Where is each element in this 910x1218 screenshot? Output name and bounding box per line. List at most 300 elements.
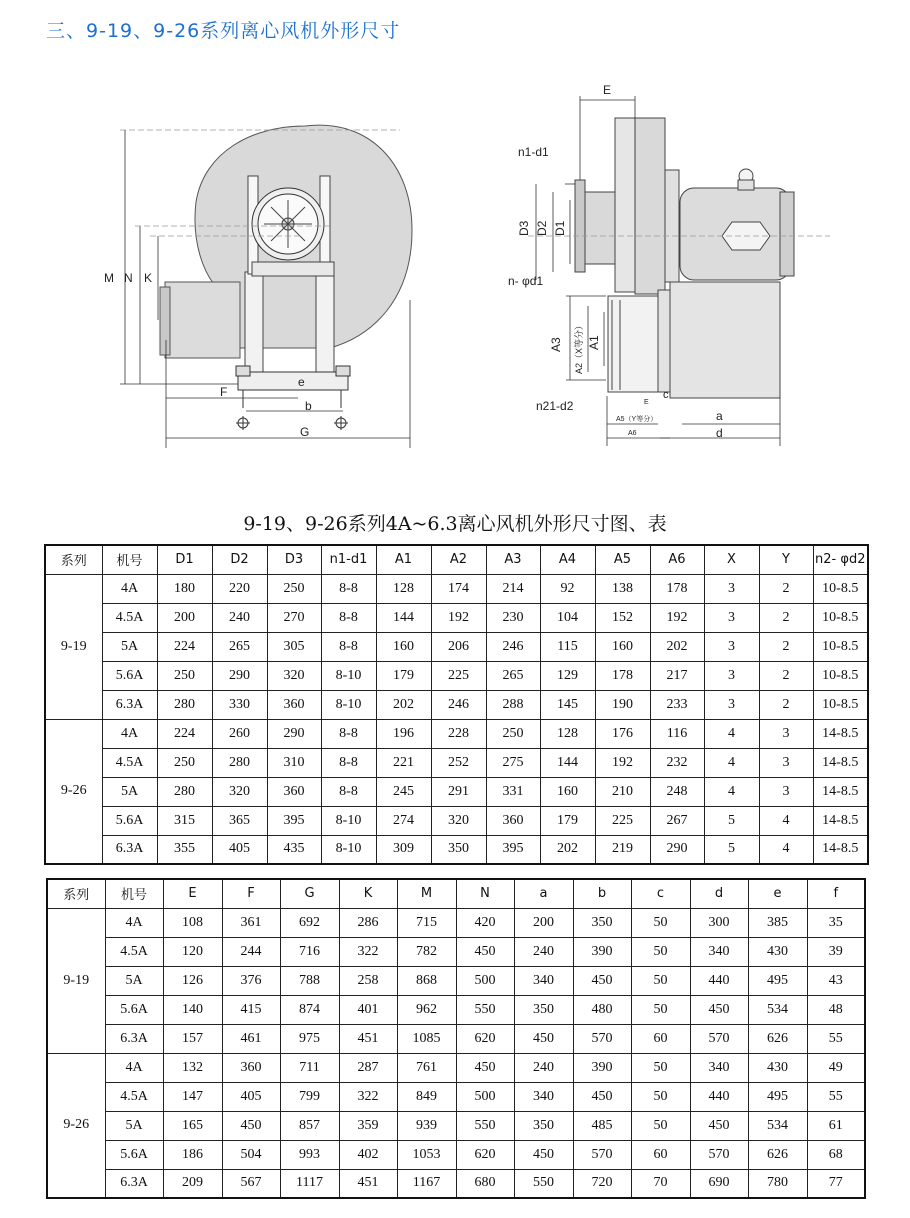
value-cell: 288	[486, 690, 540, 719]
value-cell: 280	[157, 777, 212, 806]
value-cell: 246	[486, 632, 540, 661]
model-cell: 4.5A	[102, 748, 157, 777]
value-cell: 206	[431, 632, 486, 661]
series-cell: 9-19	[47, 908, 105, 1053]
value-cell: 233	[650, 690, 704, 719]
value-cell: 962	[397, 995, 456, 1024]
value-cell: 402	[339, 1140, 397, 1169]
column-header: A6	[650, 545, 704, 574]
label-a: a	[716, 409, 723, 423]
value-cell: 225	[595, 806, 650, 835]
value-cell: 60	[631, 1140, 690, 1169]
column-header: 系列	[47, 879, 105, 908]
model-cell: 6.3A	[102, 835, 157, 864]
value-cell: 320	[267, 661, 321, 690]
model-cell: 4.5A	[102, 603, 157, 632]
page-heading: 三、9-19、9-26系列离心风机外形尺寸	[46, 20, 401, 42]
column-header: E	[163, 879, 222, 908]
value-cell: 192	[650, 603, 704, 632]
value-cell: 570	[690, 1024, 748, 1053]
column-header: A3	[486, 545, 540, 574]
model-cell: 5A	[102, 632, 157, 661]
table-row	[47, 1140, 865, 1169]
value-cell: 287	[339, 1053, 397, 1082]
value-cell: 690	[690, 1169, 748, 1198]
value-cell: 8-10	[321, 661, 376, 690]
model-cell: 6.3A	[102, 690, 157, 719]
value-cell: 550	[456, 1111, 514, 1140]
value-cell: 252	[431, 748, 486, 777]
table-row	[47, 1169, 865, 1198]
column-header: a	[514, 879, 573, 908]
column-header: M	[397, 879, 456, 908]
value-cell: 50	[631, 1111, 690, 1140]
column-header: A4	[540, 545, 595, 574]
value-cell: 202	[540, 835, 595, 864]
table-row	[45, 777, 868, 806]
value-cell: 55	[807, 1082, 865, 1111]
value-cell: 788	[280, 966, 339, 995]
table-row	[45, 690, 868, 719]
value-cell: 495	[748, 1082, 807, 1111]
value-cell: 550	[514, 1169, 573, 1198]
value-cell: 104	[540, 603, 595, 632]
value-cell: 221	[376, 748, 431, 777]
value-cell: 5	[704, 835, 759, 864]
value-cell: 180	[157, 574, 212, 603]
value-cell: 4	[759, 835, 813, 864]
value-cell: 68	[807, 1140, 865, 1169]
value-cell: 3	[704, 661, 759, 690]
label-A1: A1	[587, 335, 601, 350]
label-A6: A6	[628, 430, 637, 437]
value-cell: 10-8.5	[813, 603, 868, 632]
value-cell: 160	[376, 632, 431, 661]
column-header: c	[631, 879, 690, 908]
value-cell: 868	[397, 966, 456, 995]
value-cell: 92	[540, 574, 595, 603]
table-row	[45, 632, 868, 661]
value-cell: 224	[157, 719, 212, 748]
value-cell: 450	[573, 1082, 631, 1111]
value-cell: 711	[280, 1053, 339, 1082]
value-cell: 55	[807, 1024, 865, 1053]
value-cell: 128	[376, 574, 431, 603]
value-cell: 310	[267, 748, 321, 777]
value-cell: 495	[748, 966, 807, 995]
value-cell: 10-8.5	[813, 661, 868, 690]
value-cell: 1117	[280, 1169, 339, 1198]
value-cell: 440	[690, 1082, 748, 1111]
label-d: d	[716, 426, 723, 440]
value-cell: 8-8	[321, 603, 376, 632]
value-cell: 4	[704, 748, 759, 777]
value-cell: 244	[222, 937, 280, 966]
value-cell: 361	[222, 908, 280, 937]
column-header: F	[222, 879, 280, 908]
value-cell: 230	[486, 603, 540, 632]
value-cell: 350	[514, 1111, 573, 1140]
value-cell: 620	[456, 1140, 514, 1169]
label-E: E	[603, 83, 612, 97]
value-cell: 322	[339, 937, 397, 966]
column-header: A1	[376, 545, 431, 574]
value-cell: 217	[650, 661, 704, 690]
value-cell: 224	[157, 632, 212, 661]
value-cell: 250	[267, 574, 321, 603]
value-cell: 280	[212, 748, 267, 777]
value-cell: 144	[540, 748, 595, 777]
value-cell: 320	[431, 806, 486, 835]
value-cell: 322	[339, 1082, 397, 1111]
value-cell: 178	[595, 661, 650, 690]
model-cell: 4.5A	[105, 1082, 163, 1111]
value-cell: 35	[807, 908, 865, 937]
value-cell: 340	[690, 937, 748, 966]
value-cell: 200	[157, 603, 212, 632]
label-D3: D3	[517, 220, 531, 236]
value-cell: 245	[376, 777, 431, 806]
value-cell: 128	[540, 719, 595, 748]
value-cell: 350	[514, 995, 573, 1024]
value-cell: 5	[704, 806, 759, 835]
value-cell: 3	[759, 748, 813, 777]
label-b: b	[305, 399, 312, 413]
value-cell: 50	[631, 908, 690, 937]
label-K: K	[144, 271, 153, 285]
value-cell: 2	[759, 632, 813, 661]
table-row	[47, 1082, 865, 1111]
value-cell: 720	[573, 1169, 631, 1198]
column-header: n2- φd2	[813, 545, 868, 574]
value-cell: 220	[212, 574, 267, 603]
value-cell: 290	[650, 835, 704, 864]
value-cell: 3	[704, 690, 759, 719]
value-cell: 3	[704, 632, 759, 661]
value-cell: 390	[573, 937, 631, 966]
value-cell: 8-8	[321, 777, 376, 806]
value-cell: 1085	[397, 1024, 456, 1053]
model-cell: 5.6A	[105, 995, 163, 1024]
value-cell: 10-8.5	[813, 690, 868, 719]
value-cell: 140	[163, 995, 222, 1024]
value-cell: 8-8	[321, 632, 376, 661]
label-n1-d1: n1-d1	[518, 145, 549, 159]
value-cell: 14-8.5	[813, 777, 868, 806]
table-row	[45, 719, 868, 748]
value-cell: 160	[540, 777, 595, 806]
value-cell: 275	[486, 748, 540, 777]
label-A3: A3	[549, 337, 563, 352]
value-cell: 450	[514, 1140, 573, 1169]
value-cell: 152	[595, 603, 650, 632]
value-cell: 176	[595, 719, 650, 748]
value-cell: 147	[163, 1082, 222, 1111]
value-cell: 395	[486, 835, 540, 864]
column-header: N	[456, 879, 514, 908]
value-cell: 190	[595, 690, 650, 719]
value-cell: 214	[486, 574, 540, 603]
value-cell: 145	[540, 690, 595, 719]
value-cell: 450	[573, 966, 631, 995]
value-cell: 500	[456, 1082, 514, 1111]
value-cell: 116	[650, 719, 704, 748]
value-cell: 331	[486, 777, 540, 806]
model-cell: 4A	[102, 574, 157, 603]
column-header: Y	[759, 545, 813, 574]
table-header-row	[47, 879, 865, 908]
value-cell: 485	[573, 1111, 631, 1140]
value-cell: 290	[212, 661, 267, 690]
label-D1: D1	[553, 220, 567, 236]
value-cell: 450	[514, 1024, 573, 1053]
value-cell: 50	[631, 1082, 690, 1111]
value-cell: 270	[267, 603, 321, 632]
table-row	[47, 937, 865, 966]
table-row	[47, 1053, 865, 1082]
column-header: f	[807, 879, 865, 908]
value-cell: 626	[748, 1140, 807, 1169]
value-cell: 3	[704, 574, 759, 603]
value-cell: 480	[573, 995, 631, 1024]
value-cell: 157	[163, 1024, 222, 1053]
value-cell: 874	[280, 995, 339, 1024]
value-cell: 174	[431, 574, 486, 603]
value-cell: 240	[514, 1053, 573, 1082]
value-cell: 240	[514, 937, 573, 966]
value-cell: 232	[650, 748, 704, 777]
value-cell: 14-8.5	[813, 835, 868, 864]
model-cell: 5.6A	[105, 1140, 163, 1169]
value-cell: 50	[631, 1053, 690, 1082]
value-cell: 3	[759, 719, 813, 748]
value-cell: 286	[339, 908, 397, 937]
value-cell: 504	[222, 1140, 280, 1169]
value-cell: 8-8	[321, 574, 376, 603]
model-cell: 6.3A	[105, 1024, 163, 1053]
table-row	[45, 661, 868, 690]
value-cell: 219	[595, 835, 650, 864]
value-cell: 186	[163, 1140, 222, 1169]
value-cell: 115	[540, 632, 595, 661]
table-row	[47, 995, 865, 1024]
value-cell: 309	[376, 835, 431, 864]
value-cell: 360	[222, 1053, 280, 1082]
value-cell: 290	[267, 719, 321, 748]
column-header: D2	[212, 545, 267, 574]
value-cell: 780	[748, 1169, 807, 1198]
value-cell: 248	[650, 777, 704, 806]
value-cell: 260	[212, 719, 267, 748]
value-cell: 265	[212, 632, 267, 661]
value-cell: 430	[748, 937, 807, 966]
value-cell: 385	[748, 908, 807, 937]
value-cell: 246	[431, 690, 486, 719]
value-cell: 3	[759, 777, 813, 806]
value-cell: 49	[807, 1053, 865, 1082]
value-cell: 192	[431, 603, 486, 632]
model-cell: 4A	[102, 719, 157, 748]
value-cell: 761	[397, 1053, 456, 1082]
value-cell: 567	[222, 1169, 280, 1198]
value-cell: 330	[212, 690, 267, 719]
label-N: N	[124, 271, 133, 285]
value-cell: 534	[748, 995, 807, 1024]
value-cell: 300	[690, 908, 748, 937]
value-cell: 274	[376, 806, 431, 835]
value-cell: 10-8.5	[813, 632, 868, 661]
label-e: e	[298, 375, 305, 389]
label-n-phid1: n- φd1	[508, 274, 544, 288]
value-cell: 4	[759, 806, 813, 835]
value-cell: 2	[759, 690, 813, 719]
column-header: K	[339, 879, 397, 908]
table-row	[45, 806, 868, 835]
value-cell: 1167	[397, 1169, 456, 1198]
dimension-table-2	[46, 878, 866, 1199]
column-header: 机号	[105, 879, 163, 908]
column-header: 系列	[45, 545, 102, 574]
value-cell: 225	[431, 661, 486, 690]
dimension-table-1	[44, 544, 869, 865]
model-cell: 5A	[105, 966, 163, 995]
value-cell: 359	[339, 1111, 397, 1140]
column-header: n1-d1	[321, 545, 376, 574]
value-cell: 849	[397, 1082, 456, 1111]
front-view-drawing	[575, 118, 794, 398]
value-cell: 534	[748, 1111, 807, 1140]
value-cell: 376	[222, 966, 280, 995]
value-cell: 144	[376, 603, 431, 632]
value-cell: 202	[376, 690, 431, 719]
value-cell: 209	[163, 1169, 222, 1198]
value-cell: 340	[690, 1053, 748, 1082]
value-cell: 570	[690, 1140, 748, 1169]
table-row	[45, 603, 868, 632]
value-cell: 192	[595, 748, 650, 777]
value-cell: 450	[456, 1053, 514, 1082]
value-cell: 8-10	[321, 690, 376, 719]
column-header: D1	[157, 545, 212, 574]
label-n21-d2: n21-d2	[536, 399, 574, 413]
table-header-row	[45, 545, 868, 574]
value-cell: 401	[339, 995, 397, 1024]
label-A2: A2（X等分）	[574, 320, 584, 374]
value-cell: 77	[807, 1169, 865, 1198]
value-cell: 305	[267, 632, 321, 661]
value-cell: 3	[704, 603, 759, 632]
value-cell: 430	[748, 1053, 807, 1082]
table-row	[45, 835, 868, 864]
value-cell: 61	[807, 1111, 865, 1140]
value-cell: 132	[163, 1053, 222, 1082]
value-cell: 450	[456, 937, 514, 966]
value-cell: 291	[431, 777, 486, 806]
value-cell: 10-8.5	[813, 574, 868, 603]
series-cell: 9-26	[45, 719, 102, 864]
value-cell: 451	[339, 1169, 397, 1198]
value-cell: 1053	[397, 1140, 456, 1169]
model-cell: 4A	[105, 1053, 163, 1082]
value-cell: 280	[157, 690, 212, 719]
value-cell: 360	[267, 777, 321, 806]
value-cell: 782	[397, 937, 456, 966]
column-header: X	[704, 545, 759, 574]
model-cell: 5A	[102, 777, 157, 806]
value-cell: 210	[595, 777, 650, 806]
value-cell: 14-8.5	[813, 806, 868, 835]
value-cell: 415	[222, 995, 280, 1024]
value-cell: 8-10	[321, 806, 376, 835]
column-header: 机号	[102, 545, 157, 574]
value-cell: 857	[280, 1111, 339, 1140]
value-cell: 39	[807, 937, 865, 966]
value-cell: 450	[690, 995, 748, 1024]
column-header: A5	[595, 545, 650, 574]
value-cell: 8-8	[321, 748, 376, 777]
value-cell: 196	[376, 719, 431, 748]
value-cell: 50	[631, 937, 690, 966]
label-F: F	[220, 385, 228, 399]
column-header: A2	[431, 545, 486, 574]
value-cell: 258	[339, 966, 397, 995]
value-cell: 240	[212, 603, 267, 632]
value-cell: 200	[514, 908, 573, 937]
value-cell: 178	[650, 574, 704, 603]
value-cell: 405	[212, 835, 267, 864]
value-cell: 451	[339, 1024, 397, 1053]
value-cell: 405	[222, 1082, 280, 1111]
value-cell: 265	[486, 661, 540, 690]
value-cell: 43	[807, 966, 865, 995]
value-cell: 715	[397, 908, 456, 937]
label-A5: A5（Y等分）	[616, 416, 658, 423]
value-cell: 340	[514, 966, 573, 995]
value-cell: 126	[163, 966, 222, 995]
value-cell: 160	[595, 632, 650, 661]
value-cell: 138	[595, 574, 650, 603]
value-cell: 108	[163, 908, 222, 937]
value-cell: 340	[514, 1082, 573, 1111]
value-cell: 440	[690, 966, 748, 995]
value-cell: 228	[431, 719, 486, 748]
value-cell: 716	[280, 937, 339, 966]
value-cell: 435	[267, 835, 321, 864]
value-cell: 179	[376, 661, 431, 690]
value-cell: 2	[759, 603, 813, 632]
column-header: b	[573, 879, 631, 908]
value-cell: 350	[431, 835, 486, 864]
label-G: G	[300, 425, 310, 439]
value-cell: 202	[650, 632, 704, 661]
label-c: c	[663, 389, 669, 401]
column-header: e	[748, 879, 807, 908]
table-row	[45, 574, 868, 603]
value-cell: 975	[280, 1024, 339, 1053]
series-cell: 9-26	[47, 1053, 105, 1198]
value-cell: 395	[267, 806, 321, 835]
model-cell: 6.3A	[105, 1169, 163, 1198]
value-cell: 360	[267, 690, 321, 719]
value-cell: 320	[212, 777, 267, 806]
value-cell: 461	[222, 1024, 280, 1053]
model-cell: 5A	[105, 1111, 163, 1140]
value-cell: 570	[573, 1140, 631, 1169]
value-cell: 4	[704, 777, 759, 806]
value-cell: 360	[486, 806, 540, 835]
value-cell: 2	[759, 574, 813, 603]
model-cell: 5.6A	[102, 661, 157, 690]
